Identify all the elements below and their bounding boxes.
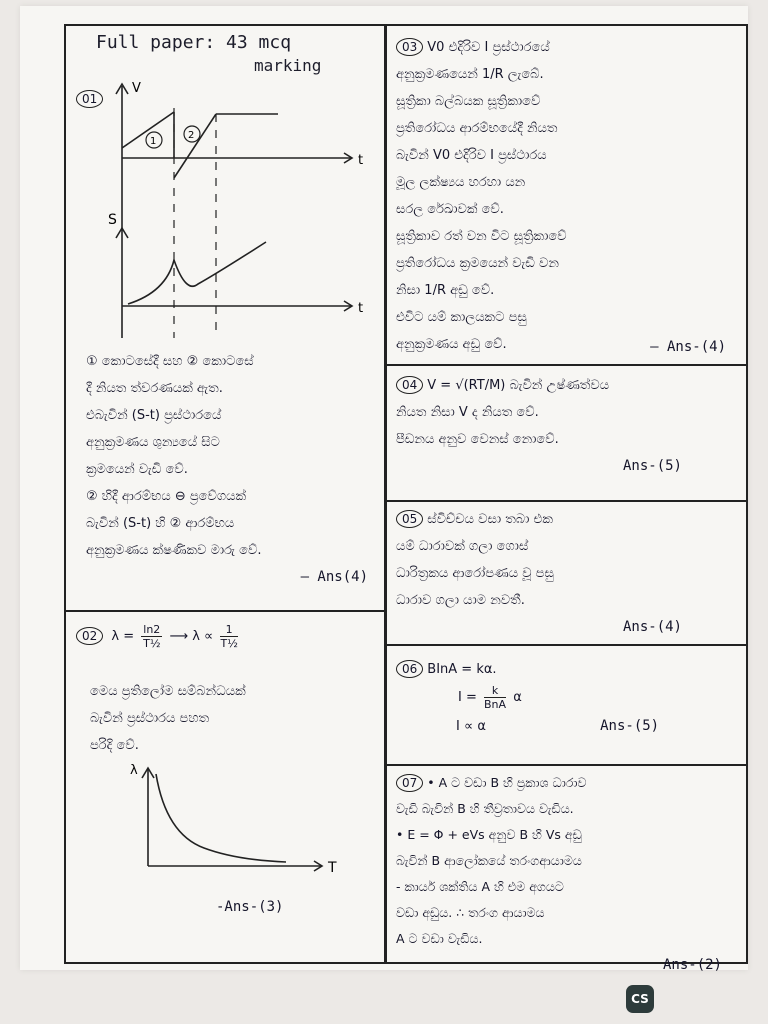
center-divider: [384, 26, 387, 962]
question-number: 01: [76, 90, 103, 108]
question-number: 04: [396, 376, 423, 394]
q06-fraction: [484, 684, 506, 711]
question-number: 02: [76, 627, 103, 645]
question-06: [396, 656, 742, 741]
q03-answer: — Ans-(4): [650, 339, 726, 355]
q02-ylabel: λ: [130, 763, 138, 778]
q01-velocity-graph: [106, 78, 376, 348]
q01-line: දී නියත ත්වරණයක් ඇත.: [86, 381, 223, 396]
q07-line: • A ට වඩා B හි ප්‍රකාශ ධාරාව: [427, 775, 587, 790]
q03-line: V0 එදිරිව I ප්‍රස්ථාරයේ: [427, 40, 550, 55]
q07-answer: Ans-(2): [662, 957, 722, 973]
q06-frac-num: k: [484, 684, 506, 698]
q03-line: සරල රේඛාවක් වේ.: [396, 202, 504, 217]
answer-grid: [64, 24, 748, 973]
q01-line: ක්‍රමයෙන් වැඩි වේ.: [86, 462, 188, 477]
q03-line: නිසා 1/R අඩු වේ.: [396, 283, 495, 298]
q01-bottom-ylabel: S: [108, 212, 117, 228]
paper-sheet: [20, 6, 748, 973]
q01-line: එබැවින් (S-t) ප්‍රස්ථාරයේ: [86, 408, 222, 423]
q05-line: ස්විච්චය වසා තබා එක: [427, 512, 553, 527]
q03-line: ප්‍රතිරෝධය ක්‍රමයෙන් වැඩි වන: [396, 256, 559, 271]
q02-prop-den: T½: [220, 637, 238, 650]
q07-line: බැවින් B ආලෝකයේ තරංගආයාමය: [396, 853, 582, 868]
q06-frac-den: BnA: [484, 698, 507, 711]
q01-explanation: [86, 348, 382, 591]
question-number: 07: [396, 774, 423, 792]
q02-line: මෙය ප්‍රතිලෝම සම්බන්ධයක්: [90, 684, 246, 699]
q02-line: බැවින් ප්‍රස්ථාරය පහත: [90, 711, 210, 726]
q02-prop-fraction: [220, 623, 237, 650]
page-subtitle: marking: [254, 56, 322, 75]
q06-line2-lhs: I =: [458, 690, 477, 705]
q02-decay-graph: [126, 762, 346, 892]
q07-line: වැඩි බැවින් B හි තීව්‍රතාවය වැඩිය.: [396, 801, 574, 816]
divider-q05: [386, 644, 746, 646]
q03-line: මූල ලක්ෂ්‍යය හරහා යන: [396, 175, 526, 190]
q01-line: අනුක්‍රමණය ක්ෂණිකව මාරු වේ.: [86, 543, 262, 558]
q01-line: ① කොටසේදී සහ ② කොටසේ: [86, 354, 254, 369]
q02-arrow: ⟶ λ ∝: [169, 629, 214, 644]
camscanner-badge: CS: [626, 985, 654, 1013]
q04-answer: Ans-(5): [622, 458, 682, 474]
q01-line: ② හිදී ආරම්භය ⊖ ප්‍රවේගයක්: [86, 489, 247, 504]
q03-line: සූත්‍රිකාව රත් වන විට සූත්‍රිකාවේ: [396, 229, 567, 244]
q06-line3: I ∝ α: [456, 719, 486, 734]
q04-line: බැවින් උෂ්ණත්වය: [509, 378, 610, 393]
q07-line: - කාර්ය ශක්තිය A හි එම අගයට: [396, 879, 564, 894]
q02-answer: -Ans-(3): [216, 899, 284, 915]
question-number: 05: [396, 510, 423, 528]
q06-line1: BInA = kα.: [427, 662, 497, 677]
q02-fraction: [141, 623, 162, 650]
q01-answer: — Ans(4): [300, 569, 368, 585]
q05-line: යම් ධාරාවක් ගලා ගොස්: [396, 539, 529, 554]
q03-line: බැවින් V0 එදිරිව I ප්‍රස්ථාරය: [396, 148, 547, 163]
region-1-label: 1: [150, 136, 157, 147]
q02-xlabel: T: [328, 860, 337, 876]
q06-line2-rhs: α: [513, 690, 522, 705]
question-04: [396, 372, 742, 480]
q07-line: A ට වඩා වැඩිය.: [396, 931, 483, 946]
question-02: [76, 622, 376, 652]
q01-line: බැවින් (S-t) හි ② ආරම්භය: [86, 516, 235, 531]
page-title: Full paper: 43 mcq: [96, 32, 292, 53]
q05-answer: Ans-(4): [622, 619, 682, 635]
q04-line: නියත නිසා V ද නියත වේ.: [396, 405, 539, 420]
question-07: [396, 770, 742, 978]
q01-line: අනුක්‍රමණය ශුන්‍යයේ සිට: [86, 435, 220, 450]
q02-frac-den: T½: [143, 637, 161, 650]
q07-line: • E = Φ + eVs අනුව B හි Vs අඩු: [396, 827, 582, 842]
q02-lambda: λ =: [111, 629, 135, 644]
q04-line: පීඩනය අනුව වෙනස් නොවේ.: [396, 432, 559, 447]
q07-line: වඩා අඩුය. ∴ තරංග ආයාමය: [396, 905, 545, 920]
question-03: [396, 34, 742, 358]
q05-line: ධාරිත්‍රකය ආරෝපණය වූ පසු: [396, 566, 554, 581]
q01-top-xlabel: t: [358, 153, 364, 168]
q02-explanation: [90, 678, 380, 759]
divider-q06: [386, 764, 746, 766]
region-2-label: 2: [188, 130, 195, 141]
q02-prop-num: 1: [220, 623, 237, 637]
q05-line: ධාරාව ගලා යාම නවතී.: [396, 593, 525, 608]
q03-line: සූත්‍රිකා බල්බයක සූත්‍රිකාවේ: [396, 94, 541, 109]
q03-line: අනුක්‍රමණය අඩු වේ.: [396, 337, 507, 352]
question-number: 06: [396, 660, 423, 678]
question-number: 03: [396, 38, 423, 56]
divider-q03: [386, 364, 746, 366]
q02-line: පරිදි වේ.: [90, 738, 139, 753]
q03-line: ප්‍රතිරෝධය ආරම්භයේදී නියත: [396, 121, 558, 136]
q04-formula: V = √(RT/M): [427, 378, 506, 393]
q01-bottom-xlabel: t: [358, 301, 364, 316]
q03-line: එවිට යම් කාලයකට පසු: [396, 310, 527, 325]
divider-q04: [386, 500, 746, 502]
q03-line: අනුක්‍රමණයෙන් 1/R ලැබේ.: [396, 67, 544, 82]
q06-answer: Ans-(5): [600, 718, 660, 734]
question-05: [396, 506, 742, 641]
divider-left: [66, 610, 384, 612]
q02-frac-num: ln2: [143, 623, 161, 636]
q01-top-ylabel: V: [132, 81, 141, 96]
